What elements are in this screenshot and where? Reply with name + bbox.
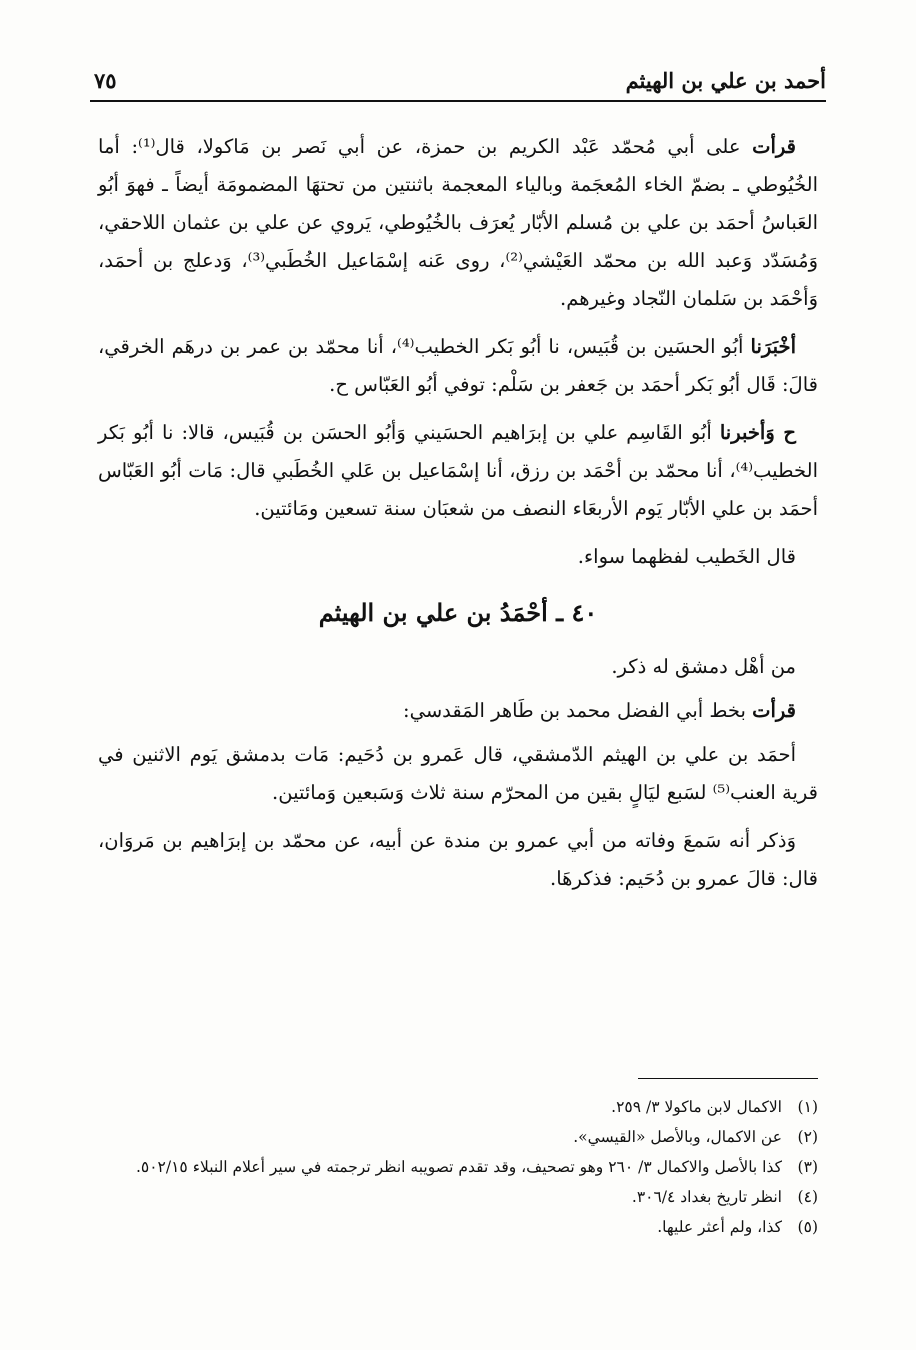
paragraph-2 xyxy=(98,328,818,404)
paragraph-lead: أخْبَرَنا xyxy=(750,335,796,358)
paragraph-3 xyxy=(98,414,818,528)
footnote-item xyxy=(98,1152,818,1182)
paragraph-text: قال الخَطيب لفظهما سواء. xyxy=(577,545,796,568)
paragraph-lead: قرأت xyxy=(752,135,796,158)
footnote-text: عن الاكمال، وبالأصل «القيسي». xyxy=(573,1128,782,1146)
paragraph-text: على أبي مُحمّد عَبْد الكريم بن حمزة، عن أبي نَصر بن مَاكولا، قال⁽¹⁾: أما الخُيُوطي ـ بضمّ الخاء المُعجَمة وبالياء المعجمة باثنتين من تحتهَا المضمومَة أيضاً ـ فهوَ أبُو العَباسُ أحمَد بن علي بن مُسلم الأبّار يُعرَف بالخُيُوطي، يَروي عن علي بن عثمان اللاحقي، وَمُسَدّد وَعبد الله بن محمّد العَيْشي⁽²⁾، روى عَنه إسْمَاعيل الخُطَبي⁽³⁾، وَدعلج بن أحمَد، وَأحْمَد بن سَلمان النّجاد وغيرهم. xyxy=(98,135,818,310)
footnote-number: (٥) xyxy=(797,1218,818,1236)
paragraph-1 xyxy=(98,128,818,318)
paragraph-5 xyxy=(98,648,818,686)
footnote-text: كذا بالأصل والاكمال ٣/ ٢٦٠ وهو تصحيف، وقد تقدم تصويبه انظر ترجمته في سير أعلام النبلاء ٥٠٢/١٥. xyxy=(135,1158,782,1176)
running-title: أحمد بن علي بن الهيثم xyxy=(625,68,826,93)
footnote-text: الاكمال لابن ماكولا ٣/ ٢٥٩. xyxy=(611,1098,782,1116)
footnote-divider xyxy=(638,1078,818,1079)
paragraph-text: أحمَد بن علي بن الهيثم الدّمشقي، قال عَمرو بن دُحَيم: مَات بدمشق يَوم الاثنين في قرية العنب⁽⁵⁾ لسَبع ليَالٍ بقين من المحرّم سنة ثلاث وَسَبعين وَمائتين. xyxy=(98,743,818,804)
paragraph-7 xyxy=(98,736,818,812)
paragraph-4 xyxy=(98,538,818,576)
paragraph-lead: ح وَأخبرنا xyxy=(719,421,796,444)
section-heading: ٤٠ ـ أحْمَدُ بن علي بن الهيثم xyxy=(318,598,598,627)
footnote-item xyxy=(98,1182,818,1212)
footnote-text: انظر تاريخ بغداد ٣٠٦/٤. xyxy=(631,1188,782,1206)
footnotes xyxy=(98,1092,818,1242)
footnote-text: كذا، ولم أعثر عليها. xyxy=(657,1218,782,1236)
footnote-item xyxy=(98,1092,818,1122)
footnote-item xyxy=(98,1212,818,1242)
footnote-number: (٣) xyxy=(797,1158,818,1176)
paragraph-text: من أهْل دمشق له ذكر. xyxy=(611,655,796,678)
paragraph-text: بخط أبي الفضل محمد بن طَاهر المَقدسي: xyxy=(403,699,753,722)
paragraph-lead: قرأت xyxy=(752,699,796,722)
page-number: ٧٥ xyxy=(94,68,117,93)
footnote-item xyxy=(98,1122,818,1152)
footnote-number: (١) xyxy=(797,1098,818,1116)
paragraph-text: أبُو القَاسِم علي بن إبرَاهيم الحسَيني وَأبُو الحسَن بن قُبَيس، قالا: نا أبُو بَكر الخطيب⁽⁴⁾، أنا محمّد بن أحْمَد بن رزق، أنا إسْمَاعيل بن عَلي الخُطَبي قال: مَات أبُو العَبّاس أحمَد بن علي الأبّار يَوم الأربعَاء النصف من شعبَان سنة تسعين ومَائتين. xyxy=(98,421,818,520)
footnote-number: (٢) xyxy=(797,1128,818,1146)
paragraph-text: وَذكر أنه سَمعَ وفاته من أبي عمرو بن مندة عن أبيه، عن محمّد بن إبرَاهيم بن مَروَان، قال: قالَ عمرو بن دُحَيم: فذكرهَا. xyxy=(98,829,818,890)
footnote-number: (٤) xyxy=(797,1188,818,1206)
paragraph-text: أبُو الحسَين بن قُبَيس، نا أبُو بَكر الخطيب⁽⁴⁾، أنا محمّد بن عمر بن درهَم الخرقي، قالَ: قَال أبُو بَكر أحمَد بن جَعفر بن سَلْم: توفي أبُو العَبّاس ح. xyxy=(98,335,818,396)
paragraph-6 xyxy=(98,692,818,730)
page-header xyxy=(90,66,826,102)
paragraph-8 xyxy=(98,822,818,898)
main-text xyxy=(98,128,818,908)
